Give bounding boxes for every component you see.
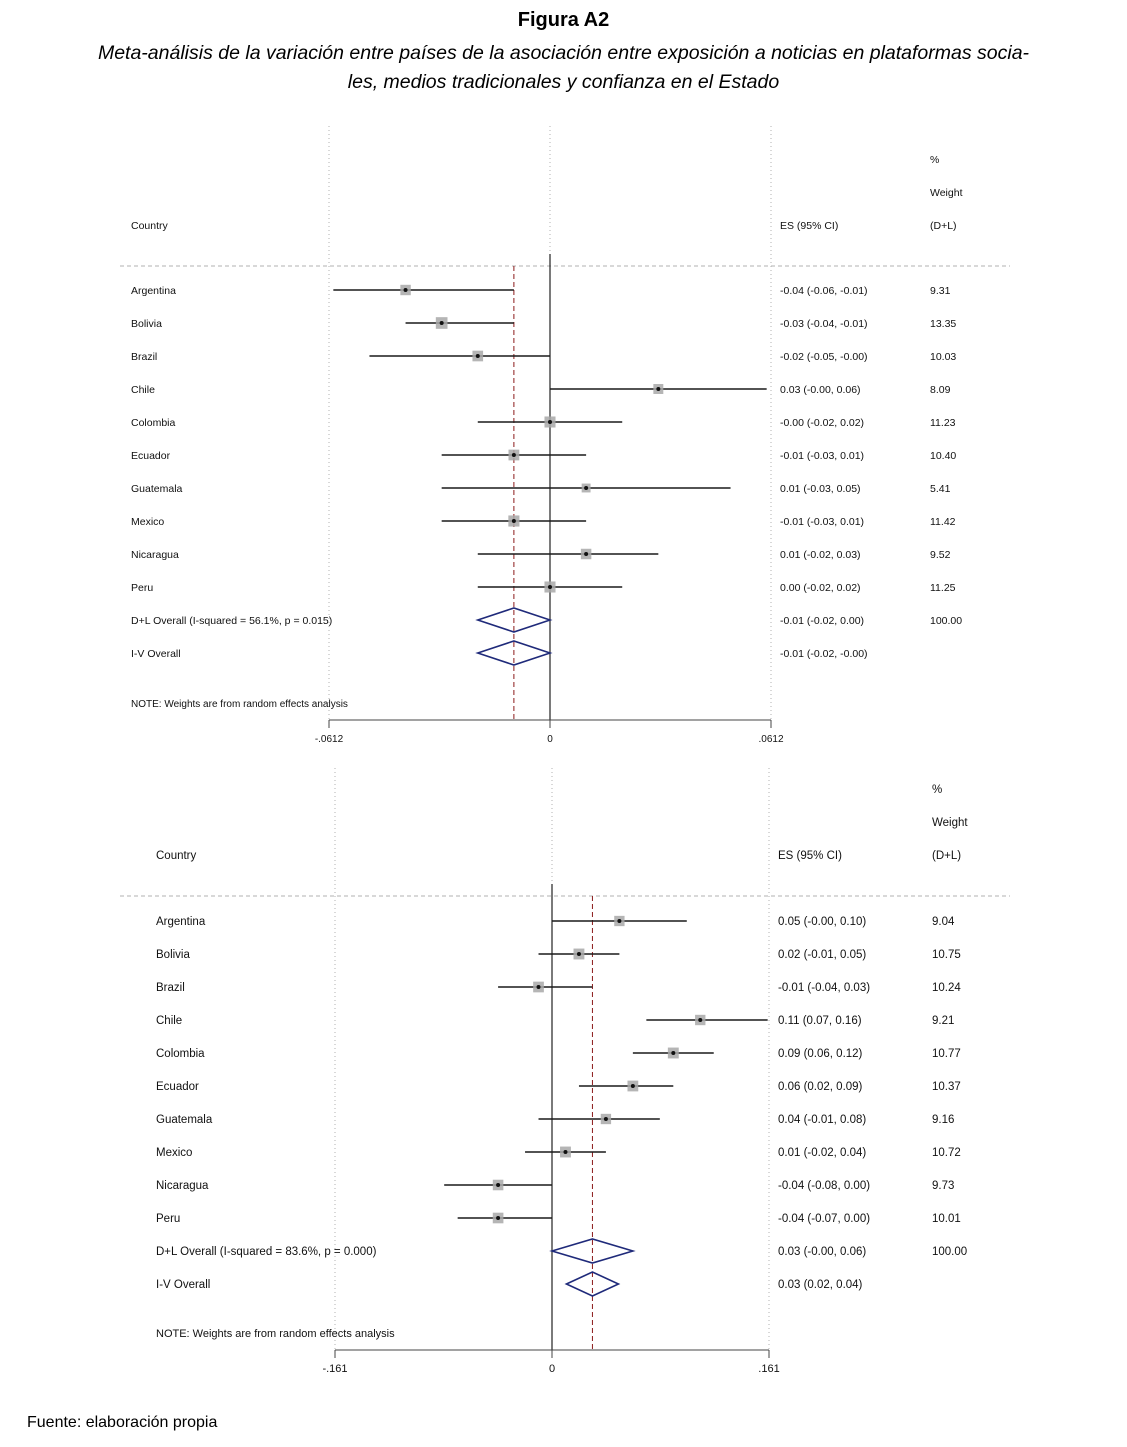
row-es-ci: 0.01 (-0.03, 0.05) bbox=[780, 483, 861, 495]
row-es-ci: -0.02 (-0.05, -0.00) bbox=[780, 351, 868, 363]
point-estimate bbox=[631, 1084, 635, 1088]
point-estimate bbox=[512, 453, 516, 457]
row-label: Guatemala bbox=[156, 1114, 213, 1126]
row-es-ci: -0.00 (-0.02, 0.02) bbox=[780, 417, 865, 429]
row-weight: 10.72 bbox=[932, 1147, 961, 1159]
overall-es-ci: -0.01 (-0.02, 0.00) bbox=[780, 615, 865, 627]
row-es-ci: 0.02 (-0.01, 0.05) bbox=[778, 949, 867, 961]
overall-es-ci: -0.01 (-0.02, -0.00) bbox=[780, 648, 868, 660]
row-weight: 10.77 bbox=[932, 1048, 961, 1060]
row-es-ci: -0.03 (-0.04, -0.01) bbox=[780, 318, 868, 330]
row-label: Colombia bbox=[156, 1048, 205, 1060]
country-header: Country bbox=[156, 850, 197, 862]
point-estimate bbox=[584, 486, 588, 490]
row-es-ci: 0.06 (0.02, 0.09) bbox=[778, 1081, 863, 1093]
row-weight: 9.16 bbox=[932, 1114, 955, 1126]
point-estimate bbox=[537, 985, 541, 989]
row-es-ci: 0.09 (0.06, 0.12) bbox=[778, 1048, 863, 1060]
row-label: Bolivia bbox=[131, 318, 162, 330]
row-label: Chile bbox=[156, 1015, 183, 1027]
row-label: Bolivia bbox=[156, 949, 190, 961]
point-estimate bbox=[512, 519, 516, 523]
weight-header: (D+L) bbox=[930, 220, 957, 232]
figure-subtitle bbox=[10, 39, 1117, 97]
row-weight: 11.42 bbox=[930, 516, 956, 528]
row-es-ci: -0.01 (-0.04, 0.03) bbox=[778, 982, 871, 994]
point-estimate bbox=[548, 420, 552, 424]
row-label: Brazil bbox=[131, 351, 158, 363]
figure-subtitle-line-2: les, medios tradicionales y confianza en el Estado bbox=[347, 71, 780, 93]
weights-note: NOTE: Weights are from random effects analysis bbox=[156, 1328, 395, 1340]
point-estimate bbox=[440, 321, 444, 325]
row-weight: 10.24 bbox=[932, 982, 961, 994]
overall-label: I-V Overall bbox=[156, 1279, 211, 1291]
row-es-ci: 0.01 (-0.02, 0.03) bbox=[780, 549, 861, 561]
row-es-ci: 0.01 (-0.02, 0.04) bbox=[778, 1147, 867, 1159]
row-label: Ecuador bbox=[131, 450, 171, 462]
row-weight: 10.01 bbox=[932, 1213, 961, 1225]
row-weight: 10.03 bbox=[930, 351, 957, 363]
row-label: Guatemala bbox=[131, 483, 183, 495]
row-es-ci: -0.01 (-0.03, 0.01) bbox=[780, 450, 865, 462]
overall-es-ci: 0.03 (0.02, 0.04) bbox=[778, 1279, 863, 1291]
weight-header: % bbox=[930, 154, 940, 166]
overall-label: D+L Overall (I-squared = 83.6%, p = 0.000) bbox=[156, 1246, 377, 1258]
row-weight: 5.41 bbox=[930, 483, 951, 495]
x-tick-label: 0 bbox=[548, 1363, 556, 1375]
forest-plot-top bbox=[0, 126, 1127, 746]
overall-weight: 100.00 bbox=[930, 615, 963, 627]
overall-label: D+L Overall (I-squared = 56.1%, p = 0.015) bbox=[131, 615, 333, 627]
point-estimate bbox=[404, 288, 408, 292]
point-estimate bbox=[656, 387, 660, 391]
weights-note: NOTE: Weights are from random effects analysis bbox=[131, 699, 348, 710]
row-es-ci: -0.04 (-0.07, 0.00) bbox=[778, 1213, 871, 1225]
row-es-ci: -0.04 (-0.08, 0.00) bbox=[778, 1180, 871, 1192]
row-label: Mexico bbox=[156, 1147, 193, 1159]
row-label: Peru bbox=[131, 582, 154, 594]
x-tick-label: .0612 bbox=[758, 734, 784, 745]
row-es-ci: -0.04 (-0.06, -0.01) bbox=[780, 285, 868, 297]
row-label: Peru bbox=[156, 1213, 181, 1225]
row-label: Mexico bbox=[131, 516, 165, 528]
forest-plot-bottom bbox=[0, 756, 1127, 1386]
row-weight: 8.09 bbox=[930, 384, 951, 396]
row-label: Brazil bbox=[156, 982, 185, 994]
row-weight: 11.25 bbox=[930, 582, 956, 594]
row-label: Argentina bbox=[131, 285, 176, 297]
row-es-ci: 0.05 (-0.00, 0.10) bbox=[778, 916, 867, 928]
overall-label: I-V Overall bbox=[131, 648, 181, 660]
point-estimate bbox=[496, 1183, 500, 1187]
overall-weight: 100.00 bbox=[932, 1246, 968, 1258]
row-es-ci: 0.04 (-0.01, 0.08) bbox=[778, 1114, 867, 1126]
row-label: Colombia bbox=[131, 417, 176, 429]
row-weight: 10.37 bbox=[932, 1081, 961, 1093]
weight-header: Weight bbox=[932, 817, 968, 829]
row-es-ci: 0.03 (-0.00, 0.06) bbox=[780, 384, 861, 396]
point-estimate bbox=[496, 1216, 500, 1220]
row-label: Nicaragua bbox=[156, 1180, 209, 1192]
x-tick-label: -.0612 bbox=[314, 734, 344, 745]
x-tick-label: .161 bbox=[758, 1363, 780, 1375]
row-weight: 9.31 bbox=[930, 285, 951, 297]
row-weight: 13.35 bbox=[930, 318, 957, 330]
row-label: Argentina bbox=[156, 916, 206, 928]
point-estimate bbox=[476, 354, 480, 358]
x-tick-label: -.161 bbox=[322, 1363, 348, 1375]
overall-es-ci: 0.03 (-0.00, 0.06) bbox=[778, 1246, 867, 1258]
row-weight: 10.75 bbox=[932, 949, 961, 961]
point-estimate bbox=[548, 585, 552, 589]
row-es-ci: 0.00 (-0.02, 0.02) bbox=[780, 582, 861, 594]
es-ci-header: ES (95% CI) bbox=[780, 220, 839, 232]
country-header: Country bbox=[131, 220, 168, 232]
row-weight: 9.52 bbox=[930, 549, 951, 561]
row-weight: 10.40 bbox=[930, 450, 957, 462]
row-label: Ecuador bbox=[156, 1081, 199, 1093]
weight-header: Weight bbox=[930, 187, 963, 199]
weight-header: (D+L) bbox=[932, 850, 962, 862]
source-note: Fuente: elaboración propia bbox=[27, 1414, 218, 1431]
row-weight: 9.21 bbox=[932, 1015, 955, 1027]
point-estimate bbox=[584, 552, 588, 556]
point-estimate bbox=[563, 1150, 567, 1154]
figure-label: Figura A2 bbox=[517, 9, 610, 31]
point-estimate bbox=[604, 1117, 608, 1121]
row-es-ci: -0.01 (-0.03, 0.01) bbox=[780, 516, 865, 528]
es-ci-header: ES (95% CI) bbox=[778, 850, 842, 862]
row-label: Nicaragua bbox=[131, 549, 179, 561]
row-weight: 9.04 bbox=[932, 916, 955, 928]
row-weight: 11.23 bbox=[930, 417, 956, 429]
row-es-ci: 0.11 (0.07, 0.16) bbox=[778, 1015, 862, 1027]
figure-subtitle-line-1: Meta-análisis de la variación entre países de la asociación entre exposición a noticias en plataformas socia- bbox=[97, 42, 1030, 64]
weight-header: % bbox=[932, 784, 943, 796]
point-estimate bbox=[671, 1051, 675, 1055]
point-estimate bbox=[577, 952, 581, 956]
row-label: Chile bbox=[131, 384, 155, 396]
point-estimate bbox=[698, 1018, 702, 1022]
row-weight: 9.73 bbox=[932, 1180, 955, 1192]
x-tick-label: 0 bbox=[547, 734, 553, 745]
point-estimate bbox=[617, 919, 621, 923]
